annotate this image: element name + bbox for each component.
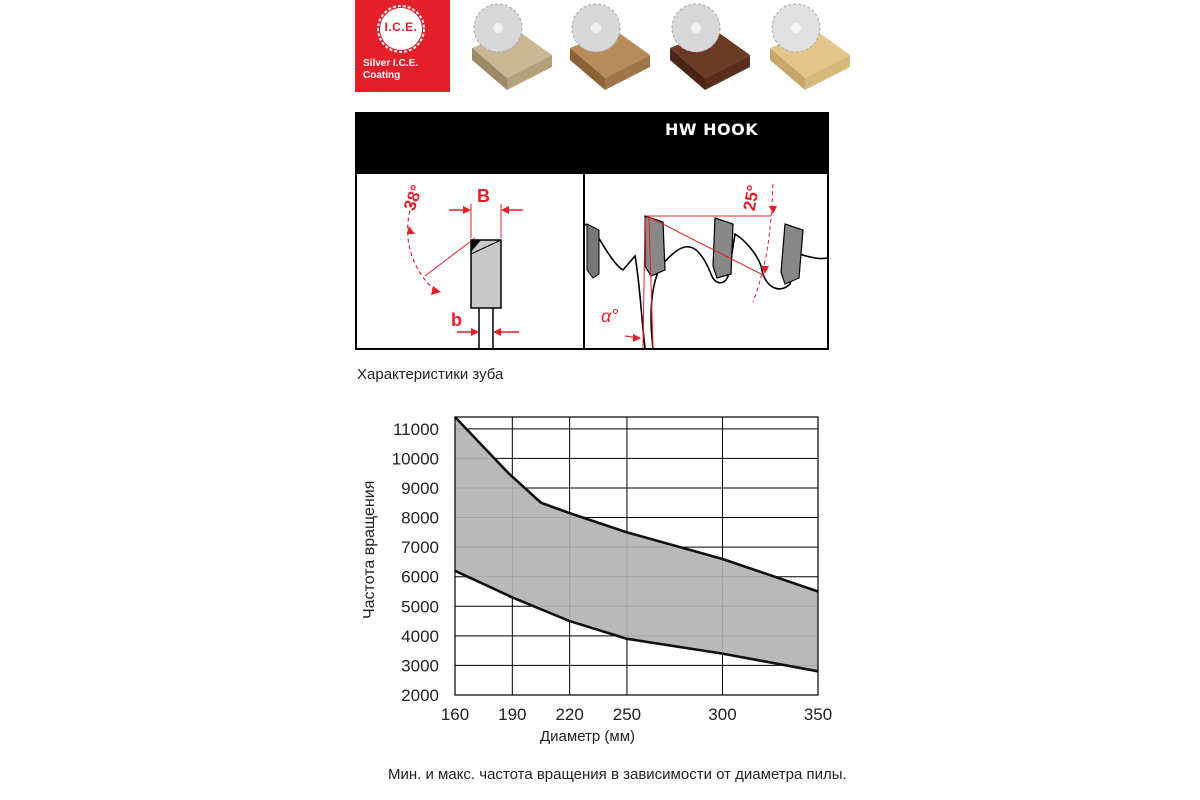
blade-on-chipboard-icon xyxy=(462,0,557,92)
tooth-side-panel xyxy=(583,172,829,350)
y-tick-labels xyxy=(392,420,439,705)
x-tick-label: 250 xyxy=(612,705,642,724)
coating-caption xyxy=(363,58,418,82)
tooth-characteristics-caption: Характеристики зуба xyxy=(357,366,504,383)
tooth-width-label: B xyxy=(477,186,490,206)
blade-on-softwood-icon xyxy=(760,0,855,92)
hook-angle-label: 38° xyxy=(400,182,427,214)
y-tick-label: 9000 xyxy=(401,478,439,498)
alpha-angle-label: α° xyxy=(601,306,619,326)
rpm-range-area xyxy=(455,417,818,671)
blade-on-laminate-icon xyxy=(660,0,755,92)
x-tick-label: 160 xyxy=(440,705,470,724)
y-tick-label: 8000 xyxy=(401,508,439,528)
y-tick-label: 11000 xyxy=(392,419,439,439)
blade-on-plywood-icon xyxy=(560,0,655,92)
x-tick-labels xyxy=(441,705,832,724)
tooth-diagram-header xyxy=(355,112,829,172)
ice-seal-label: I.C.E. xyxy=(384,20,418,34)
y-tick-label: 6000 xyxy=(401,567,439,587)
coating-caption-line1: Silver I.C.E. xyxy=(363,58,419,69)
chart-area xyxy=(455,417,818,671)
tooth-side-drawing xyxy=(585,174,827,348)
chart-note: Мин. и макс. частота вращения в зависимости от диаметра пилы. xyxy=(388,766,847,783)
y-tick-label: 10000 xyxy=(391,449,439,469)
tooth-profile-drawing xyxy=(357,174,583,348)
silver-ice-coating-badge xyxy=(355,0,450,92)
tooth-profile-panel xyxy=(355,172,585,350)
y-tick-label: 3000 xyxy=(401,656,439,676)
body-width-label: b xyxy=(451,310,462,330)
y-tick-label: 7000 xyxy=(401,538,439,558)
x-tick-label: 300 xyxy=(708,705,737,724)
tooth-type-title: HW HOOK xyxy=(665,120,759,139)
y-axis-label: Частота вращения xyxy=(361,480,378,619)
clearance-angle-label: 25° xyxy=(739,183,763,213)
y-tick-label: 2000 xyxy=(401,686,439,705)
x-tick-label: 190 xyxy=(498,705,527,724)
y-tick-label: 4000 xyxy=(401,626,439,646)
x-tick-label: 220 xyxy=(555,705,584,724)
y-tick-label: 5000 xyxy=(401,597,439,617)
x-axis-label: Диаметр (мм) xyxy=(540,728,636,745)
coating-caption-line2: Coating xyxy=(363,70,401,81)
x-tick-label: 350 xyxy=(803,705,833,724)
rpm-vs-diameter-chart xyxy=(340,405,850,750)
